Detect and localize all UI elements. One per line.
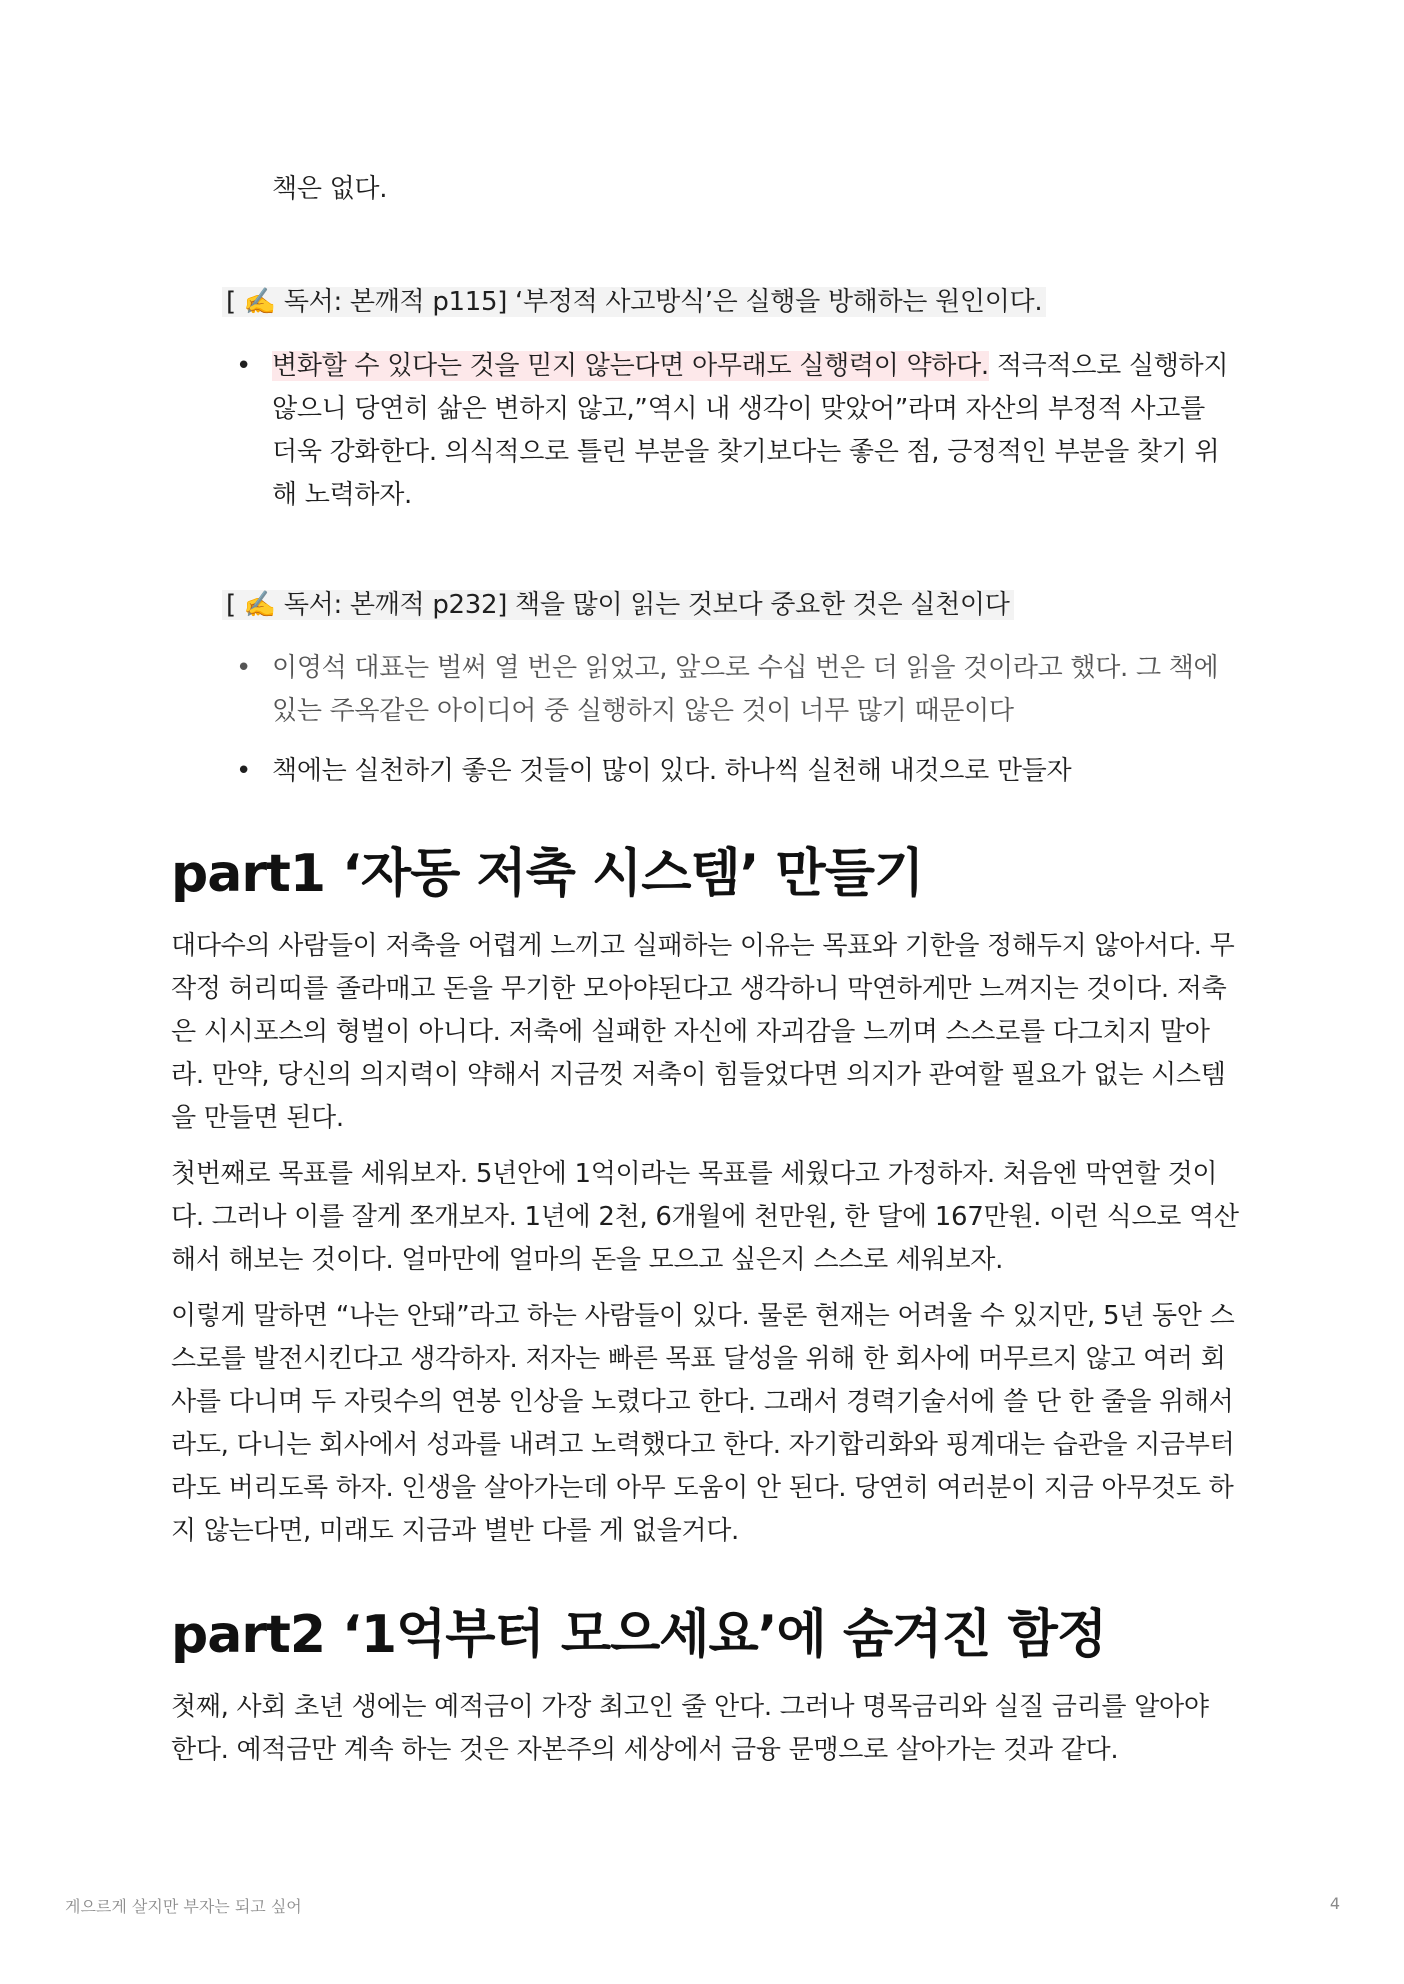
reading-callout-p232 <box>222 584 1014 627</box>
list-item <box>236 345 1236 517</box>
list-item: • 책에는 실천하기 좋은 것들이 많이 있다. 하나씩 실천해 내것으로 만들자 <box>236 750 1236 793</box>
bullet-list-1 <box>236 345 1236 534</box>
part2-paragraph: 첫째, 사회 초년 생에는 예적금이 가장 최고인 줄 안다. 그러나 명목금리와 실질 금리를 알아야 한다. 예적금만 계속 하는 것은 자본주의 세상에서 금융 문맹으로 살아가는 것과 같다. <box>171 1692 1209 1765</box>
callout-text: [ ✍️ 독서: 본깨적 p115] ‘부정적 사고방식’은 실행을 방해하는 원인이다. <box>222 287 1046 317</box>
part2-heading: part2 ‘1억부터 모으세요’에 숨겨진 함정 <box>171 1605 1107 1665</box>
reading-callout-p115 <box>222 281 1046 324</box>
bullet-list-2 <box>236 647 1236 810</box>
page-number: 4 <box>1329 1894 1340 1913</box>
callout-text: [ ✍️ 독서: 본깨적 p232] 책을 많이 읽는 것보다 중요한 것은 실천이다 <box>222 590 1014 620</box>
bullet-text: 적극적으로 실행하지 않으니 당연히 삶은 변하지 않고,”역시 내 생각이 맞았어”라며 자산의 부정적 사고를 더욱 강화한다. 의식적으로 틀린 부분을 찾기보다는 좋은 점, 긍정적인 부분을 찾기 위해 노력하자. <box>272 351 1229 510</box>
part1-paragraph: 대다수의 사람들이 저축을 어렵게 느끼고 실패하는 이유는 목표와 기한을 정해두지 않아서다. 무작정 허리띠를 졸라매고 돈을 무기한 모아야된다고 생각하니 막연하게만 느껴지는 것이다. 저축은 시시포스의 형벌이 아니다. 저축에 실패한 자신에 자괴감을 느끼며 스스로를 다그치지 말아라. 만약, 당신의 의지력이 약해서 지금껏 저축이 힘들었다면 의지가 관여할 필요가 없는 시스템을 만들면 된다. <box>171 931 1235 1133</box>
footer-title: 게으르게 살지만 부자는 되고 싶어 <box>65 1897 302 1916</box>
list-item: • 이영석 대표는 벌써 열 번은 읽었고, 앞으로 수십 번은 더 읽을 것이라고 했다. 그 책에 있는 주옥같은 아이디어 중 실행하지 않은 것이 너무 많기 때문이다 <box>236 647 1236 733</box>
part1-heading: part1 ‘자동 저축 시스템’ 만들기 <box>171 844 924 904</box>
continuation-text: 책은 없다. <box>272 174 388 204</box>
part1-paragraph: 이렇게 말하면 “나는 안돼”라고 하는 사람들이 있다. 물론 현재는 어려울 수 있지만, 5년 동안 스스로를 발전시킨다고 생각하자. 저자는 빠른 목표 달성을 위해 한 회사에 머무르지 않고 여러 회사를 다니며 두 자릿수의 연봉 인상을 노렸다고 한다. 그래서 경력기술서에 쓸 단 한 줄을 위해서라도, 다니는 회사에서 성과를 내려고 노력했다고 한다. 자기합리화와 핑계대는 습관을 지금부터라도 버리도록 하자. 인생을 살아가는데 아무 도움이 안 된다. 당연히 여러분이 지금 아무것도 하지 않는다면, 미래도 지금과 별반 다를 게 없을거다. <box>171 1301 1235 1546</box>
highlighted-text: 변화할 수 있다는 것을 믿지 않는다면 아무래도 실행력이 약하다. <box>272 351 989 381</box>
part1-paragraph: 첫번째로 목표를 세워보자. 5년안에 1억이라는 목표를 세웠다고 가정하자. 처음엔 막연할 것이다. 그러나 이를 잘게 쪼개보자. 1년에 2천, 6개월에 천만원, 한 달에 167만원. 이런 식으로 역산해서 해보는 것이다. 얼마만에 얼마의 돈을 모으고 싶은지 스스로 세워보자. <box>171 1159 1239 1275</box>
